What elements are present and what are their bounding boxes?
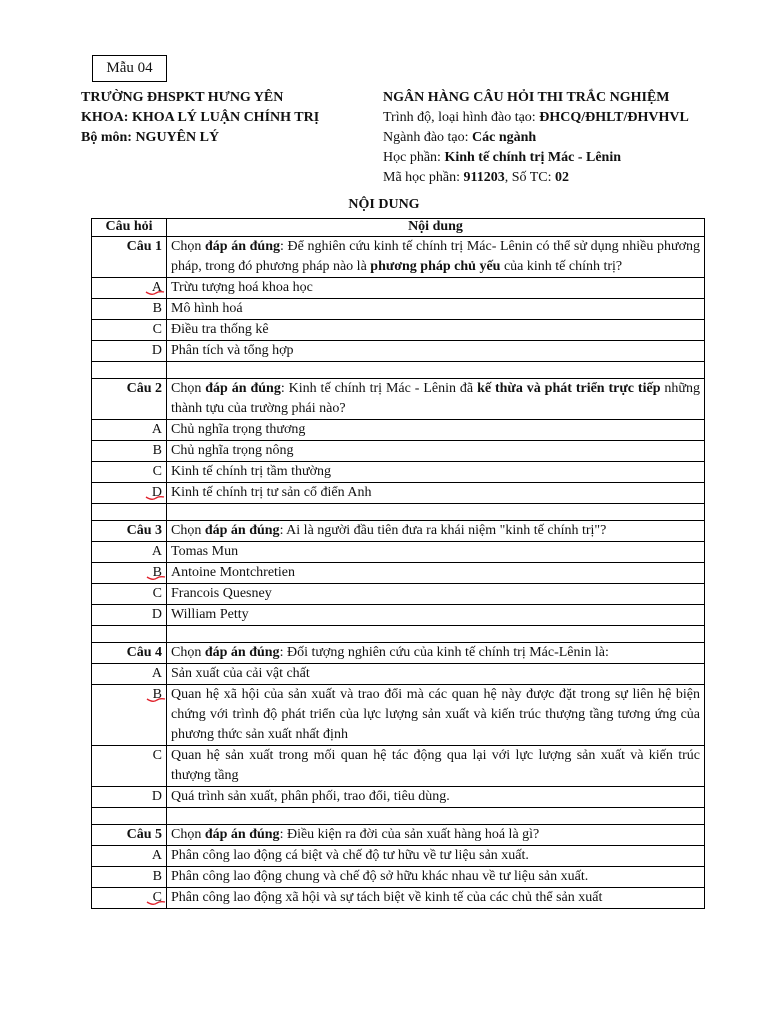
code-label: Mã học phần: (383, 170, 464, 185)
spacer-cell (92, 626, 167, 643)
option-text: Phân công lao động chung và chế độ sở hữu khác nhau về tư liệu sản xuất. (167, 867, 705, 888)
question-number: Câu 2 (92, 379, 167, 420)
answer-option-row (92, 664, 705, 685)
stem-text: kế thừa và phát triển trực tiếp (477, 381, 661, 396)
option-letter-text: A (151, 848, 162, 863)
option-letter (153, 441, 162, 461)
question-stem (167, 825, 705, 846)
option-letter (152, 846, 162, 866)
course-value: Kinh tế chính trị Mác - Lênin (444, 150, 621, 165)
stem-text: : Điều kiện ra đời của sản xuất hàng hoá là gì? (279, 827, 540, 842)
question-table (91, 218, 705, 909)
form-label-box (92, 55, 167, 82)
option-text: Phân công lao động cá biệt và chế độ tư hữu về tư liệu sản xuất. (167, 846, 705, 867)
option-letter-text: B (152, 301, 162, 316)
course-line (383, 148, 689, 168)
correct-answer-mark-icon (147, 687, 167, 705)
option-text: William Petty (167, 605, 705, 626)
stem-text: Chọn (171, 381, 206, 396)
stem-text: Chọn (171, 239, 205, 254)
option-letter-text: C (152, 464, 162, 479)
school-name: TRƯỜNG ĐHSPKT HƯNG YÊN (81, 90, 284, 105)
question-row (92, 237, 705, 278)
header-right (383, 88, 689, 188)
question-row (92, 521, 705, 542)
option-text: Kinh tế chính trị tư sản cổ điển Anh (167, 483, 705, 504)
answer-option-row (92, 846, 705, 867)
option-letter-text: C (152, 890, 162, 905)
option-letter-text: A (151, 666, 162, 681)
stem-text: phương pháp chủ yếu (370, 259, 501, 274)
option-letter (152, 278, 162, 298)
option-letter-cell (92, 420, 167, 441)
option-letter-cell (92, 320, 167, 341)
spacer-cell (92, 504, 167, 521)
question-body (92, 237, 705, 909)
section-title: NỘI DUNG (348, 197, 420, 212)
spacer-cell (167, 362, 705, 379)
stem-text: Chọn (171, 827, 205, 842)
option-text: Francois Quesney (167, 584, 705, 605)
option-text: Mô hình hoá (167, 299, 705, 320)
option-letter-cell (92, 462, 167, 483)
option-letter-cell (92, 542, 167, 563)
option-letter (152, 341, 162, 361)
option-letter-cell (92, 299, 167, 320)
answer-option-row (92, 441, 705, 462)
question-number: Câu 1 (92, 237, 167, 278)
question-stem (167, 643, 705, 664)
table-header-row (92, 219, 705, 237)
option-letter-text: D (151, 485, 162, 500)
correct-answer-mark-icon (147, 890, 167, 908)
stem-text: đáp án đúng (204, 239, 280, 254)
option-text: Chủ nghĩa trọng nông (167, 441, 705, 462)
option-text: Quan hệ xã hội của sản xuất và trao đổi mà các quan hệ này được đặt trong sự liên hệ biện chứng với trình độ phát triển của lực lượng sản xuất và kiến trúc thượng tầng tương ứng của phương thức sản xuất nhất định (167, 685, 705, 746)
option-letter-text: D (151, 607, 162, 622)
option-text: Trừu tượng hoá khoa học (167, 278, 705, 299)
option-letter-cell (92, 278, 167, 299)
option-letter-text: B (152, 869, 162, 884)
option-letter (153, 867, 162, 887)
option-letter-cell (92, 563, 167, 584)
option-letter (152, 664, 162, 684)
option-letter (153, 563, 162, 583)
spacer-row (92, 504, 705, 521)
option-letter (152, 787, 162, 807)
stem-text: đáp án đúng (204, 645, 280, 660)
level-line (383, 108, 689, 128)
answer-option-row (92, 605, 705, 626)
option-letter-text: B (152, 443, 162, 458)
option-letter-cell (92, 341, 167, 362)
credits-label: , Số TC: (504, 170, 556, 185)
stem-text: của kinh tế chính trị? (500, 259, 623, 274)
question-stem (167, 379, 705, 420)
answer-option-row (92, 542, 705, 563)
option-letter (153, 685, 162, 705)
spacer-row (92, 626, 705, 643)
option-text: Antoine Montchretien (167, 563, 705, 584)
option-letter-cell (92, 441, 167, 462)
correct-answer-mark-icon (147, 565, 167, 583)
bank-title: NGÂN HÀNG CÂU HỎI THI TRẮC NGHIỆM (383, 90, 670, 105)
stem-text: đáp án đúng (204, 523, 280, 538)
answer-option-row (92, 787, 705, 808)
answer-option-row (92, 462, 705, 483)
option-letter-text: C (152, 748, 162, 763)
option-text: Quá trình sản xuất, phân phối, trao đổi, tiêu dùng. (167, 787, 705, 808)
level-value: ĐHCQ/ĐHLT/ĐHVHVL (539, 110, 689, 125)
question-number: Câu 5 (92, 825, 167, 846)
option-letter-text: D (151, 343, 162, 358)
spacer-cell (167, 626, 705, 643)
stem-text: : Để nghiên cứu kinh tế chính trị Mác- Lênin có thể sử dụng nhiều phương pháp, trong đó phương pháp nào là (171, 239, 700, 274)
stem-text: : Ai là người đầu tiên đưa ra khái niệm "kinh tế chính trị"? (279, 523, 607, 538)
answer-option-row (92, 341, 705, 362)
option-letter (153, 462, 162, 482)
stem-text: : Đối tượng nghiên cứu của kinh tế chính trị Mác-Lênin là: (279, 645, 609, 660)
option-letter-cell (92, 746, 167, 787)
spacer-cell (167, 504, 705, 521)
option-letter-cell (92, 584, 167, 605)
option-text: Điều tra thống kê (167, 320, 705, 341)
header-question: Câu hỏi (92, 219, 167, 237)
option-text: Phân công lao động xã hội và sự tách biệt về kinh tế của các chủ thể sản xuất (167, 888, 705, 909)
code-line (383, 168, 689, 188)
spacer-row (92, 362, 705, 379)
spacer-cell (92, 808, 167, 825)
option-letter (153, 299, 162, 319)
option-letter-cell (92, 685, 167, 746)
major-label: Ngành đào tạo: (383, 130, 473, 145)
major-line (383, 128, 689, 148)
option-letter-text: D (151, 789, 162, 804)
stem-text: đáp án đúng (204, 827, 280, 842)
answer-option-row (92, 563, 705, 584)
option-letter (152, 542, 162, 562)
option-letter-cell (92, 483, 167, 504)
course-label: Học phần: (383, 150, 445, 165)
option-text: Kinh tế chính trị tầm thường (167, 462, 705, 483)
option-letter-cell (92, 888, 167, 909)
option-letter-cell (92, 664, 167, 685)
level-label: Trình độ, loại hình đào tạo: (383, 110, 540, 125)
header-content: Nội dung (167, 219, 705, 237)
answer-option-row (92, 584, 705, 605)
question-stem (167, 521, 705, 542)
option-letter-text: A (151, 280, 162, 295)
option-text: Chủ nghĩa trọng thương (167, 420, 705, 441)
department-name: Bộ môn: NGUYÊN LÝ (81, 130, 220, 145)
correct-answer-mark-icon (146, 485, 166, 503)
answer-option-row (92, 888, 705, 909)
stem-text: đáp án đúng (205, 381, 281, 396)
option-text: Sản xuất của cải vật chất (167, 664, 705, 685)
option-letter (153, 320, 162, 340)
stem-text: Chọn (171, 523, 205, 538)
option-letter-text: C (152, 322, 162, 337)
question-row (92, 643, 705, 664)
option-letter (153, 746, 162, 766)
question-number: Câu 3 (92, 521, 167, 542)
stem-text: những thành tựu của trường phái nào? (171, 381, 700, 416)
question-row (92, 379, 705, 420)
form-label: Mẫu 04 (106, 60, 153, 76)
option-letter (153, 584, 162, 604)
option-letter (152, 420, 162, 440)
option-text: Tomas Mun (167, 542, 705, 563)
option-letter (152, 483, 162, 503)
answer-option-row (92, 278, 705, 299)
option-letter-cell (92, 846, 167, 867)
stem-text: Chọn (171, 645, 205, 660)
option-letter (152, 605, 162, 625)
option-text: Quan hệ sản xuất trong mối quan hệ tác động qua lại với lực lượng sản xuất và kiến trúc thượng tầng (167, 746, 705, 787)
answer-option-row (92, 746, 705, 787)
option-letter-text: A (151, 544, 162, 559)
option-text: Phân tích và tổng hợp (167, 341, 705, 362)
option-letter-cell (92, 867, 167, 888)
question-stem (167, 237, 705, 278)
option-letter-text: C (152, 586, 162, 601)
option-letter-cell (92, 787, 167, 808)
faculty-name: KHOA: KHOA LÝ LUẬN CHÍNH TRỊ (81, 110, 320, 125)
answer-option-row (92, 320, 705, 341)
code-value: 911203 (463, 170, 505, 185)
correct-answer-mark-icon (146, 280, 166, 298)
question-row (92, 825, 705, 846)
spacer-cell (92, 362, 167, 379)
header-left (81, 88, 319, 148)
credits-value: 02 (555, 170, 570, 185)
spacer-cell (167, 808, 705, 825)
option-letter-text: B (152, 565, 162, 580)
answer-option-row (92, 483, 705, 504)
stem-text: : Kinh tế chính trị Mác - Lênin đã (280, 381, 478, 396)
answer-option-row (92, 685, 705, 746)
option-letter-text: A (151, 422, 162, 437)
answer-option-row (92, 299, 705, 320)
spacer-row (92, 808, 705, 825)
major-value: Các ngành (472, 130, 537, 145)
option-letter (153, 888, 162, 908)
option-letter-text: B (152, 687, 162, 702)
answer-option-row (92, 867, 705, 888)
option-letter-cell (92, 605, 167, 626)
answer-option-row (92, 420, 705, 441)
question-number: Câu 4 (92, 643, 167, 664)
